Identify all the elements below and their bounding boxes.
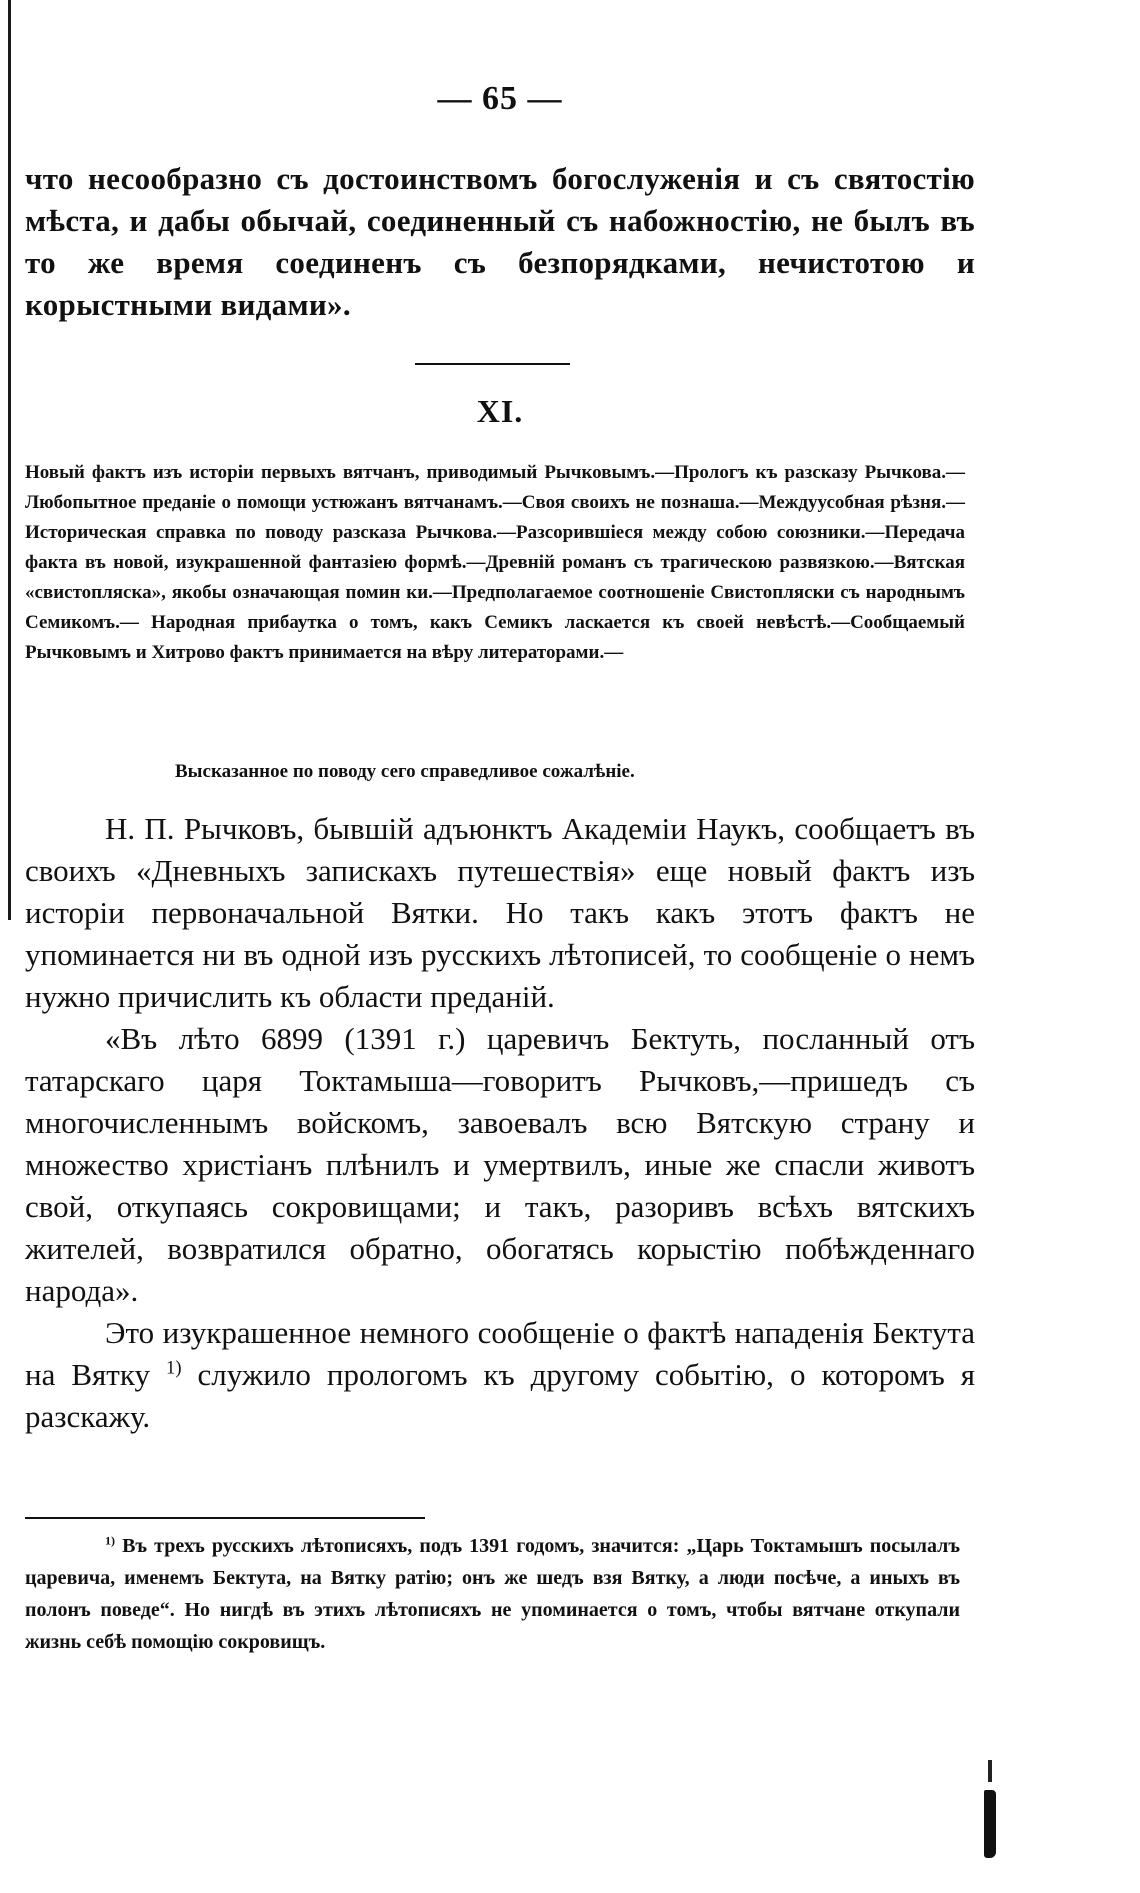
main-text	[25, 808, 975, 1438]
paragraph-3-tail: служило прологомъ къ другому событію, о которомъ я разскажу.	[25, 1357, 976, 1434]
continued-paragraph	[25, 158, 975, 326]
chapter-summary	[25, 458, 965, 668]
footnote-rule	[25, 1517, 425, 1519]
page-left-border	[8, 0, 11, 920]
paragraph-3-text: Это изукрашенное немного сообщеніе о фактѣ нападенія Бектута на Вятку	[25, 1315, 975, 1392]
paragraph-1: Н. П. Рычковъ, бывшій адъюнктъ Академіи Наукъ, сообщаетъ въ своихъ «Дневныхъ запискахъ путешествія» еще новый фактъ изъ исторіи первоначальной Вятки. Но такъ какъ этотъ фактъ не упоминается ни въ одной изъ русскихъ лѣтописей, то сообщеніе о немъ нужно причислить къ области преданій.	[25, 811, 975, 1014]
footnote-body: Въ трехъ русскихъ лѣтописяхъ, подъ 1391 годомъ, значится: „Царь Токтамышъ посылалъ царевича, именемъ Бектута, на Вятку ратію; онъ же шедъ взя Вятку, а люди посѣче, а иныхъ въ полонъ поведе“. Но нигдѣ въ этихъ лѣтописяхъ не упоминается о томъ, чтобы вятчане откупали жизнь себѣ помощію сокровищъ.	[25, 1535, 961, 1653]
paragraph-2: «Въ лѣто 6899 (1391 г.) царевичъ Бектуть, посланный отъ татарскаго царя Токтамыша—говоритъ Рычковъ,—пришедъ съ многочисленнымъ войскомъ, завоевалъ всю Вятскую страну и множество христіанъ плѣнилъ и умертвилъ, иные же спасли животъ свой, откупаясь сокровищами; и такъ, разоривъ всѣхъ вятскихъ жителей, возвратился обратно, обогатясь корыстію побѣжденнаго народа».	[25, 1021, 975, 1308]
footnote-reference: 1)	[166, 1357, 182, 1379]
summary-text: Новый фактъ изъ исторіи первыхъ вятчанъ, приводимый Рычковымъ.—Прологъ къ разсказу Рычкова.—Любопытное преданіе о помощи устюжанъ вятчанамъ.—Своя своихъ не познаша.—Междуусобная рѣзня.—Историческая справка по поводу разсказа Рычкова.—Разсорившіеся между собою союзники.—Передача факта въ новой, изукрашенной фантазіею формѣ.—Древній романъ съ трагическою развязкою.—Вятская «свистопляска», якобы означающая помин ки.—Предполагаемое соотношеніе Свистопляски съ народнымъ Семикомъ.— Народная прибаутка о томъ, какъ Семикъ ласкается къ своей невѣстѣ.—Сообщаемый Рычковымъ и Хитрово фактъ принимается на вѣру литераторами.—	[25, 462, 965, 663]
paragraph-3	[25, 1312, 975, 1438]
scan-artifact	[988, 1760, 992, 1782]
footnote-marker: 1)	[105, 1533, 115, 1548]
summary-last-line: Высказанное по поводу сего справедливое сожалѣніе.	[175, 761, 635, 782]
footnote-text	[25, 1530, 960, 1658]
footnote	[25, 1530, 960, 1658]
chapter-heading: XI.	[476, 393, 524, 429]
page-number: — 65 —	[437, 80, 563, 117]
section-divider	[415, 363, 570, 365]
scan-artifact	[984, 1790, 996, 1858]
paragraph-text: что несообразно съ достоинствомъ богослуженія и съ святостію мѣста, и дабы обычай, соединенный съ набожностію, не былъ въ то же время соединенъ съ безпорядками, нечистотою и корыстными видами».	[25, 161, 975, 322]
